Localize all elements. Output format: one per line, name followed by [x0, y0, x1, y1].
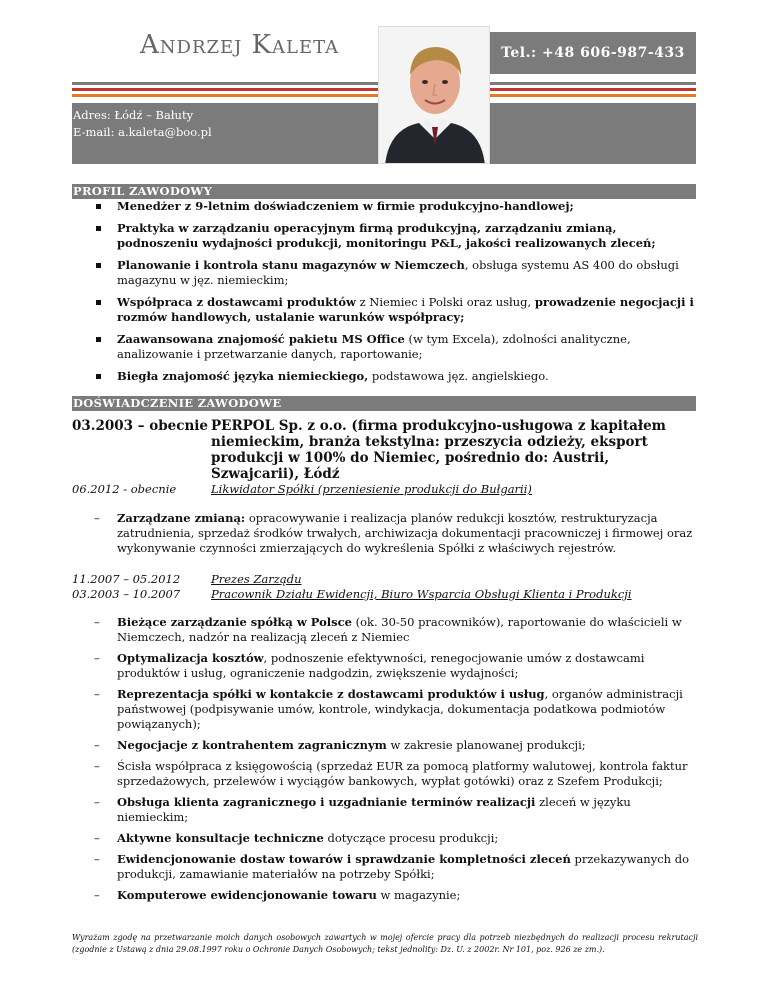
portrait-image [379, 27, 490, 164]
accent-stripe-gray-right [490, 82, 696, 85]
gdpr-consent-clause: Wyrażam zgodę na przetwarzanie moich danych osobowych zawartych w mojej ofercie pracy dla potrzeb niezbędnych do realizacji procesu rekrutacji (zgodnie z Ustawą z dnia 29.08.1997 roku o Ochronie Danych Osobowych; tekst jednolity: Dz. U. z 2002r. Nr 101, poz. 926 ze zm.). [72, 933, 698, 954]
square-bullet-icon [96, 204, 101, 209]
list-item: – Reprezentacja spółki w kontakcie z dostawcami produktów i usług, organów administracji państwowej (podpisywanie umów, kontrole, windykacja, dokumentacja podatkowa podmiotów powiązanych); [94, 687, 683, 731]
contact-box [72, 103, 378, 164]
list-item: Praktyka w zarządzaniu operacyjnym firmą produkcyjną, zarządzaniu zmianą, podnoszeniu wydajności produkcji, monitoringu P&L, jakości realizowanych zleceń; [72, 221, 696, 251]
square-bullet-icon [96, 337, 101, 342]
accent-stripe-gray [72, 82, 378, 85]
list-item: – Bieżące zarządzanie spółką w Polsce (ok. 30-50 pracowników), raportowanie do właścicieli w Niemczech, nadzór na realizacją zleceń z Niemiec [94, 615, 682, 644]
accent-stripe-red [72, 88, 378, 91]
dash-bullet-icon: – [94, 831, 100, 845]
square-bullet-icon [96, 226, 101, 231]
list-item: – Optymalizacja kosztów, podnoszenie efektywności, renegocjowanie umów z dostawcami produktów i usług, ograniczenie nadgodzin, zwiększenie wydajności; [94, 651, 645, 680]
list-item: Planowanie i kontrola stanu magazynów w Niemczech, obsługa systemu AS 400 do obsługi magazynu w jęz. niemieckim; [72, 258, 696, 288]
list-item: – Obsługa klienta zagranicznego i uzgadnianie terminów realizacji zleceń w języku niemieckim; [94, 795, 631, 824]
profile-list [72, 199, 696, 391]
dash-bullet-icon: – [94, 795, 100, 809]
job-dates: 03.2003 – obecnie [72, 418, 208, 434]
dash-bullet-icon: – [94, 759, 100, 773]
list-item: – Ewidencjonowanie dostaw towarów i sprawdzanie kompletności zleceń przekazywanych do produkcji, zamawianie materiałów na potrzeby Spółki; [94, 852, 689, 881]
square-bullet-icon [96, 374, 101, 379]
role-dates: 06.2012 - obecnie [72, 482, 177, 496]
list-item: Zaawansowana znajomość pakietu MS Office (w tym Excela), zdolności analityczne, analizowanie i przetwarzanie danych, raportowanie; [72, 332, 696, 362]
job-company: PERPOL Sp. z o.o. (firma produkcyjno-usługowa z kapitałem niemieckim, branża tekstylna: przeszycia odzieży, eksport produkcji w 100% do Niemiec, pośrednio do: Austrii, Szwajcarii), Łódź [211, 418, 666, 482]
dash-bullet-icon: – [94, 615, 100, 629]
accent-stripe-orange-right [490, 94, 696, 97]
dash-bullet-icon: – [94, 852, 100, 866]
role-dates: 03.2003 – 10.2007 [72, 587, 181, 601]
role-title: Likwidator Spółki (przeniesienie produkcji do Bułgarii) [211, 482, 532, 496]
section-heading-experience: DOŚWIADCZENIE ZAWODOWE [72, 396, 696, 411]
list-item: Współpraca z dostawcami produktów z Niemiec i Polski oraz usług, prowadzenie negocjacji i rozmów handlowych, ustalanie warunków współpracy; [72, 295, 696, 325]
list-item: – Zarządzane zmianą: opracowywanie i realizacja planów redukcji kosztów, restrukturyzacja zatrudnienia, sprzedaż środków trwałych, archiwizacja dokumentacji pracowniczej i firmowej oraz wykonywanie czynności zmierzających do wykreślenia Spółki z właściwych rejestrów. [94, 511, 693, 555]
role2-duties [72, 615, 696, 909]
candidate-name: Andrzej Kaleta [140, 30, 340, 60]
section-heading-profile: PROFIL ZAWODOWY [72, 184, 696, 199]
list-item: Biegła znajomość języka niemieckiego, podstawowa jęz. angielskiego. [72, 369, 696, 384]
role-title: Pracownik Działu Ewidencji, Biuro Wsparcia Obsługi Klienta i Produkcji [211, 587, 632, 601]
dash-bullet-icon: – [94, 687, 100, 701]
role1-duties [72, 511, 696, 562]
dash-bullet-icon: – [94, 511, 100, 525]
accent-stripe-orange [72, 94, 378, 97]
email: E-mail: a.kaleta@boo.pl [73, 125, 212, 139]
list-item: – Negocjacje z kontrahentem zagranicznym w zakresie planowanej produkcji; [94, 738, 586, 752]
square-bullet-icon [96, 263, 101, 268]
accent-stripe-red-right [490, 88, 696, 91]
role-dates: 11.2007 – 05.2012 [72, 572, 181, 586]
dash-bullet-icon: – [94, 738, 100, 752]
list-item: – Komputerowe ewidencjonowanie towaru w magazynie; [94, 888, 461, 902]
list-item: – Ścisła współpraca z księgowością (sprzedaż EUR za pomocą platformy walutowej, kontrola faktur sprzedażowych, przelewów i wyciągów bankowych, wypłat gotówki) oraz z Szefem Produkcji; [94, 759, 688, 788]
role-title: Prezes Zarządu [211, 572, 302, 586]
square-bullet-icon [96, 300, 101, 305]
dash-bullet-icon: – [94, 888, 100, 902]
address: Adres: Łódź – Bałuty [73, 108, 194, 122]
list-item: – Aktywne konsultacje techniczne dotyczące procesu produkcji; [94, 831, 499, 845]
dash-bullet-icon: – [94, 651, 100, 665]
phone-number: Tel.: +48 606-987-433 [490, 32, 696, 74]
profile-photo [378, 26, 490, 164]
contact-box-right [490, 103, 696, 164]
list-item: Menedżer z 9-letnim doświadczeniem w firmie produkcyjno-handlowej; [72, 199, 696, 214]
